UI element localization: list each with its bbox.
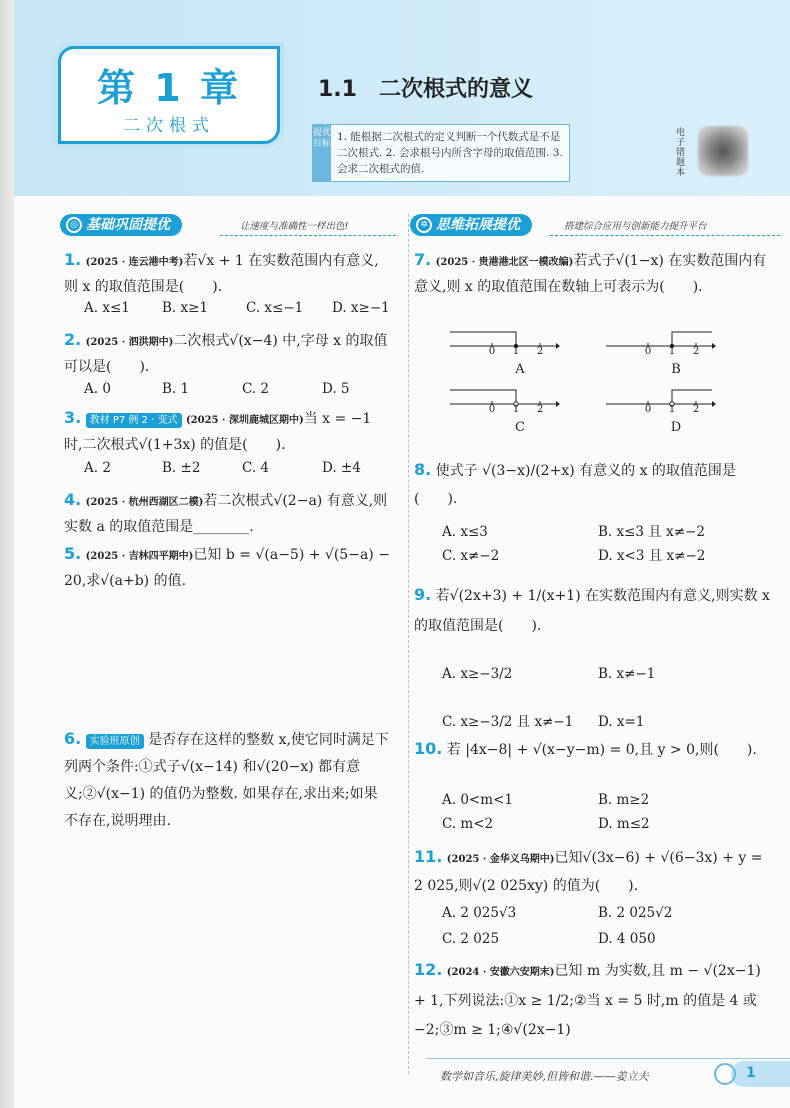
- option-b: B. x≥1: [162, 300, 209, 316]
- question-1: [64, 247, 390, 300]
- question-number: 11.: [414, 847, 443, 866]
- left-header-rule: [220, 235, 396, 236]
- tick-label: 1: [668, 346, 676, 357]
- footer-quote: 数学如音乐,旋律美妙,但皆和谐.——姜立夫: [440, 1070, 649, 1083]
- question-7: [414, 247, 774, 300]
- option-c: C. 4: [242, 460, 270, 476]
- option-b: B. x≤3 且 x≠−2: [598, 524, 705, 540]
- question-number: 7.: [414, 250, 432, 269]
- question-source: (2024 · 安徽六安期末): [446, 967, 555, 978]
- right-header-label: 思维拓展提优: [436, 217, 520, 233]
- textbook-tag: 教材 P7 例 2 · 变式: [86, 413, 182, 428]
- page-number: 1: [746, 1065, 756, 1081]
- option-b: B. 1: [162, 381, 190, 397]
- book-spine: [0, 0, 14, 1108]
- original-tag: 实验班原创: [86, 734, 144, 749]
- question-number: 10.: [414, 739, 443, 758]
- option-a: A. x≥−3/2: [442, 666, 513, 682]
- goals-box: [312, 124, 570, 182]
- chapter-title: 第 1 章: [97, 66, 241, 110]
- tick-label: 0: [644, 346, 652, 357]
- tick-label: 2: [536, 404, 544, 415]
- right-header-note: 搭建综合应用与创新能力提升平台: [564, 221, 707, 232]
- option-c: C. x≤−1: [246, 300, 304, 316]
- question-5: [64, 541, 390, 594]
- column-divider: [408, 214, 409, 1074]
- option-b: B. x≠−1: [598, 666, 656, 682]
- textbook-page: [14, 0, 790, 1108]
- question-text: 若√x + 1 在实数范围内有意义,则 x 的取值范围是( ).: [64, 253, 379, 295]
- question-9-options: [442, 650, 655, 746]
- question-source: (2025 · 连云港中考): [85, 257, 184, 268]
- question-text: 已知 b = √(a−5) + √(5−a) − 20,求√(a+b) 的值.: [64, 547, 390, 589]
- question-4: [64, 487, 390, 540]
- question-text: 使式子 √(3−x)/(2+x) 有意义的 x 的取值范围是( ).: [414, 463, 736, 507]
- option-a: A. 0: [84, 381, 111, 397]
- question-number: 6.: [64, 729, 82, 748]
- choice-label-b: B: [671, 362, 681, 377]
- question-number: 3.: [64, 408, 82, 427]
- question-11-options: [442, 900, 672, 952]
- question-number: 12.: [414, 960, 443, 979]
- right-header-pill: [410, 214, 532, 236]
- chapter-box: [58, 46, 280, 144]
- question-2-options: [84, 379, 350, 399]
- section-title: 1.1 二次根式的意义: [318, 77, 533, 102]
- question-text: 若 |4x−8| + √(x−y−m) = 0,且 y > 0,则( ).: [446, 742, 757, 758]
- option-c: C. x≠−2: [442, 548, 500, 564]
- question-3-options: [84, 458, 361, 478]
- option-d: D. x<3 且 x≠−2: [598, 548, 706, 564]
- question-10: [414, 736, 774, 763]
- tick-label: 2: [536, 346, 544, 357]
- question-text: 已知√(3x−6) + √(6−3x) + y = 2 025,则√(2 025xy) 的值为( ).: [414, 850, 763, 894]
- option-c: C. m<2: [442, 816, 494, 832]
- target-icon: ◎: [66, 217, 82, 233]
- question-source: (2025 · 杭州西湖区二模): [85, 497, 204, 508]
- option-a: A. x≤3: [442, 524, 488, 540]
- tick-label: 2: [692, 404, 700, 415]
- tick-label: 0: [644, 404, 652, 415]
- question-1-options: [84, 298, 390, 318]
- option-d: D. ±4: [322, 460, 361, 476]
- question-12: [414, 955, 774, 1045]
- choice-label-d: D: [670, 420, 682, 435]
- question-2: [64, 327, 390, 380]
- question-6: [64, 725, 390, 835]
- right-header-rule: [550, 235, 780, 236]
- right-column-header: [410, 214, 780, 236]
- tick-label: 1: [512, 404, 520, 415]
- option-a: A. 2: [84, 460, 111, 476]
- question-8-options: [442, 520, 705, 568]
- question-text: 二次根式√(x−4) 中,字母 x 的取值可以是( ).: [64, 333, 388, 375]
- chapter-subtitle: 二次根式: [123, 116, 215, 136]
- question-11: [414, 843, 774, 900]
- page-footer: [426, 1058, 790, 1092]
- option-b: B. ±2: [162, 460, 201, 476]
- question-number: 8.: [414, 460, 432, 479]
- question-9: [414, 580, 774, 641]
- qr-code-icon[interactable]: [698, 126, 748, 176]
- tick-label: 1: [512, 346, 520, 357]
- question-source: (2025 · 泗洪期中): [85, 337, 174, 348]
- left-column-header: [60, 214, 396, 236]
- option-a: A. x≤1: [84, 300, 130, 316]
- option-a: A. 2 025√3: [442, 905, 517, 921]
- option-d: D. x≥−1: [332, 300, 390, 316]
- question-8: [414, 456, 774, 513]
- question-text: 是否存在这样的整数 x,使它同时满足下列两个条件:①式子√(x−14) 和√(20−x) 都有意义;②√(x−1) 的值仍为整数. 如果存在,求出来;如果不存在,说明理由.: [64, 732, 389, 829]
- question-3: [64, 405, 390, 458]
- option-c: C. 2 025: [442, 931, 500, 947]
- goals-tag: 提优目标: [313, 125, 331, 181]
- question-text: 若√(2x+3) + 1/(x+1) 在实数范围内有意义,则实数 x 的取值范围是( ).: [414, 588, 770, 634]
- question-source: (2025 · 金华义乌期中): [446, 854, 555, 865]
- left-header-note: 让速度与准确性一样出色!: [240, 221, 349, 232]
- option-b: B. m≥2: [598, 792, 650, 808]
- atom-icon: ✲: [416, 217, 432, 233]
- option-d: D. 5: [322, 381, 350, 397]
- question-text: 已知 m 为实数,且 m − √(2x−1) + 1,下列说法:①x ≥ 1/2;②当 x = 5 时,m 的值是 4 或 −2;③m ≥ 1;④√(2x−1): [414, 963, 761, 1038]
- tick-label: 0: [488, 346, 496, 357]
- question-source: (2025 · 吉林四平期中): [85, 551, 194, 562]
- option-a: A. 0<m<1: [442, 792, 513, 808]
- option-d: D. m≤2: [598, 816, 650, 832]
- question-text: 当 x = −1 时,二次根式√(1+3x) 的值是( ).: [64, 411, 372, 453]
- tick-label: 1: [668, 404, 676, 415]
- ebook-label: 电子错题本: [676, 128, 686, 178]
- question-number: 1.: [64, 250, 82, 269]
- option-b: B. 2 025√2: [598, 905, 673, 921]
- page-number-strip: [731, 1061, 790, 1087]
- goals-text: 1. 能根据二次根式的定义判断一个代数式是不是二次根式. 2. 会求根号内所含字母的取值范围. 3. 会求二次根式的值.: [337, 131, 563, 175]
- question-10-options: [442, 788, 650, 836]
- option-d: D. x=1: [598, 714, 645, 730]
- question-text: 若式子√(1−x) 在实数范围内有意义,则 x 的取值范围在数轴上可表示为( ).: [414, 253, 767, 295]
- choice-label-c: C: [515, 420, 525, 435]
- choice-label-a: A: [515, 362, 525, 377]
- question-text: 若二次根式√(2−a) 有意义,则实数 a 的取值范围是________.: [64, 493, 388, 535]
- left-header-pill: [60, 214, 182, 236]
- option-c: C. x≥−3/2 且 x≠−1: [442, 714, 574, 730]
- option-c: C. 2: [242, 381, 270, 397]
- left-header-label: 基础巩固提优: [86, 217, 170, 233]
- swirl-icon: [714, 1063, 736, 1085]
- option-d: D. 4 050: [598, 931, 656, 947]
- question-number: 5.: [64, 544, 82, 563]
- question-number: 2.: [64, 330, 82, 349]
- question-number: 4.: [64, 490, 82, 509]
- question-source: (2025 · 贵港港北区一模改编): [435, 257, 574, 268]
- tick-label: 2: [692, 346, 700, 357]
- tick-label: 0: [488, 404, 496, 415]
- question-number: 9.: [414, 585, 432, 604]
- question-source: (2025 · 深圳鹿城区期中): [185, 415, 304, 426]
